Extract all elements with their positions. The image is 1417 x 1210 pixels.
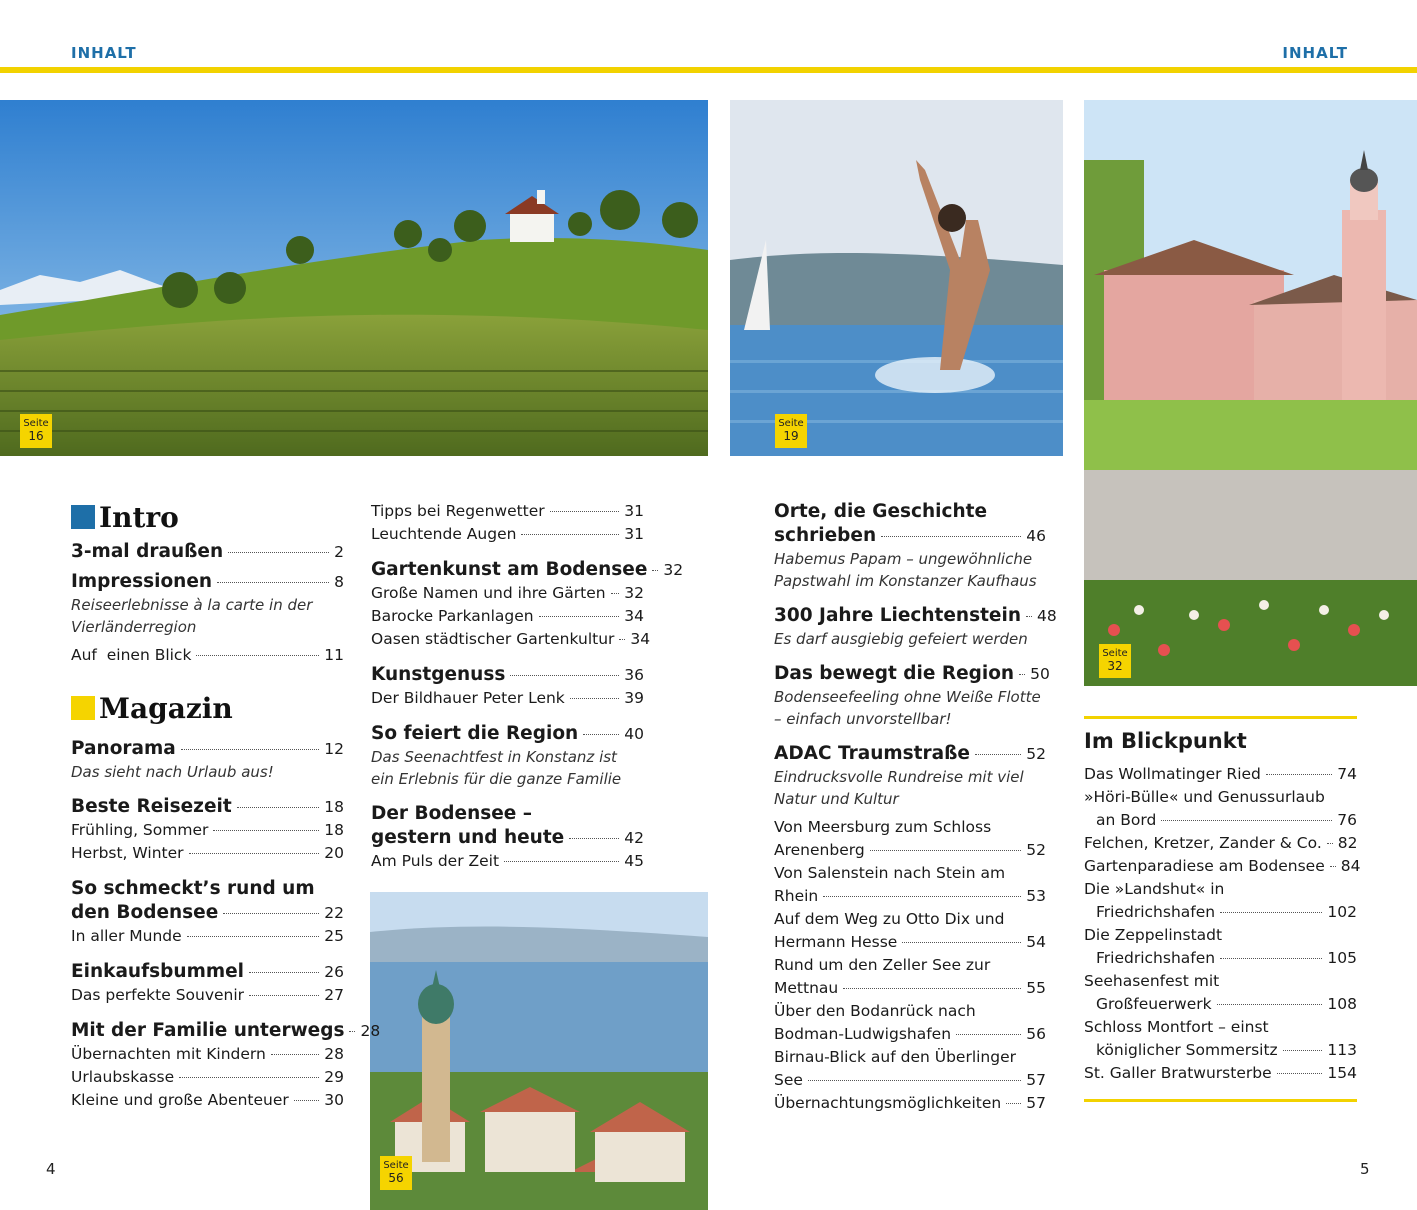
blickpunkt-line[interactable]: Die Zeppelinstadt <box>1084 926 1223 944</box>
toc-entry[interactable]: Oasen städtischer Gartenkultur 34 <box>371 630 651 648</box>
magazin-square-icon <box>71 696 95 720</box>
toc-entry[interactable]: Arenenberg 52 <box>774 841 1046 859</box>
page-badge <box>20 414 52 448</box>
badge-label: Seite <box>1102 648 1128 659</box>
toc-entry[interactable]: Leuchtende Augen 31 <box>371 525 644 543</box>
toc-entry-subtitle: Das Seenachtfest in Konstanz ist ein Erlebnis für die ganze Familie <box>371 748 622 788</box>
toc-column-3 <box>774 500 1057 1115</box>
toc-entry[interactable]: gestern und heute 42 <box>371 827 644 848</box>
toc-entry[interactable]: Barocke Parkanlagen 34 <box>371 607 644 625</box>
toc-entry[interactable]: Friedrichshafen 105 <box>1096 949 1357 967</box>
toc-entry[interactable]: See 57 <box>774 1071 1046 1089</box>
toc-entry[interactable]: Einkaufsbummel 26 <box>71 961 344 982</box>
toc-entry[interactable]: Kunstgenuss 36 <box>371 664 644 685</box>
route-line[interactable]: Birnau-Blick auf den Überlinger <box>774 1048 1017 1066</box>
toc-entry-subtitle: Reiseerlebnisse à la carte in der Vierländerregion <box>71 596 313 636</box>
toc-entry[interactable]: Das perfekte Souvenir 27 <box>71 986 344 1004</box>
toc-entry-line[interactable]: Orte, die Geschichte <box>774 501 988 522</box>
badge-page: 56 <box>388 1171 404 1185</box>
blickpunkt-line[interactable]: Schloss Montfort – einst <box>1084 1018 1269 1036</box>
toc-entry[interactable]: 3-mal draußen 2 <box>71 541 344 562</box>
toc-entry[interactable]: Friedrichshafen 102 <box>1096 903 1357 921</box>
section-intro-heading <box>71 500 344 534</box>
blickpunkt-bottom-rule <box>1084 1099 1357 1102</box>
photo-palace <box>1084 100 1417 686</box>
blickpunkt-box <box>1084 716 1361 1102</box>
page-badge <box>775 414 807 448</box>
page-badge <box>380 1156 412 1190</box>
badge-page: 16 <box>28 429 44 443</box>
badge-page: 32 <box>1107 659 1123 673</box>
toc-entry[interactable]: 300 Jahre Liechtenstein 48 <box>774 605 1057 626</box>
toc-entry[interactable]: Das bewegt die Region 50 <box>774 663 1050 684</box>
toc-entry-line[interactable]: Der Bodensee – <box>371 803 533 824</box>
toc-entry[interactable]: Hermann Hesse 54 <box>774 933 1046 951</box>
toc-entry[interactable]: schrieben 46 <box>774 525 1046 546</box>
toc-entry[interactable]: ADAC Traumstraße 52 <box>774 743 1046 764</box>
route-line[interactable]: Über den Bodanrück nach <box>774 1002 976 1020</box>
toc-entry[interactable]: Übernachten mit Kindern 28 <box>71 1045 344 1063</box>
toc-column-1 <box>71 500 381 1112</box>
toc-entry[interactable]: Große Namen und ihre Gärten 32 <box>371 584 644 602</box>
page-badge <box>1099 644 1131 678</box>
header-right: INHALT <box>1282 44 1348 62</box>
route-line[interactable]: Rund um den Zeller See zur <box>774 956 991 974</box>
toc-entry[interactable]: Großfeuerwerk 108 <box>1096 995 1357 1013</box>
toc-entry-subtitle: Es darf ausgiebig gefeiert werden <box>774 630 1028 648</box>
route-line[interactable]: Auf dem Weg zu Otto Dix und <box>774 910 1005 928</box>
toc-entry[interactable]: Gartenkunst am Bodensee 32 <box>371 559 684 580</box>
toc-entry[interactable]: an Bord 76 <box>1096 811 1357 829</box>
toc-entry[interactable]: Rhein 53 <box>774 887 1046 905</box>
badge-page: 19 <box>783 429 799 443</box>
toc-entry[interactable]: Impressionen 8 <box>71 571 344 592</box>
intro-square-icon <box>71 505 95 529</box>
blickpunkt-line[interactable]: Die »Landshut« in <box>1084 880 1225 898</box>
badge-label: Seite <box>383 1160 409 1171</box>
vineyard-illustration <box>0 100 708 456</box>
toc-entry-subtitle: Bodenseefeeling ohne Weiße Flotte – einfach unvorstellbar! <box>774 688 1041 728</box>
toc-entry[interactable]: Der Bildhauer Peter Lenk 39 <box>371 689 644 707</box>
town-illustration <box>370 892 708 1210</box>
toc-entry[interactable]: Am Puls der Zeit 45 <box>371 852 644 870</box>
toc-entry-subtitle: Eindrucksvolle Rundreise mit viel Natur und Kultur <box>774 768 1024 808</box>
toc-entry[interactable]: Auf einen Blick 11 <box>71 646 344 664</box>
header-rule <box>0 67 1417 73</box>
toc-entry[interactable]: Übernachtungsmöglichkeiten 57 <box>774 1094 1046 1112</box>
badge-label: Seite <box>23 418 49 429</box>
palace-illustration <box>1084 100 1417 686</box>
blickpunkt-line[interactable]: »Höri-Bülle« und Genussurlaub <box>1084 788 1325 806</box>
photo-swimmer <box>730 100 1063 456</box>
blickpunkt-line[interactable]: Seehasenfest mit <box>1084 972 1220 990</box>
toc-entry[interactable]: St. Galler Bratwursterbe 154 <box>1084 1064 1357 1082</box>
toc-entry-subtitle: Das sieht nach Urlaub aus! <box>71 763 274 781</box>
photo-vineyard <box>0 100 708 456</box>
toc-entry[interactable]: In aller Munde 25 <box>71 927 344 945</box>
toc-entry[interactable]: Panorama 12 <box>71 738 344 759</box>
toc-entry[interactable]: Urlaubskasse 29 <box>71 1068 344 1086</box>
toc-entry[interactable]: Gartenparadiese am Bodensee 84 <box>1084 857 1361 875</box>
toc-entry[interactable]: Herbst, Winter 20 <box>71 844 344 862</box>
section-title: Magazin <box>99 691 233 725</box>
toc-entry[interactable]: Tipps bei Regenwetter 31 <box>371 502 644 520</box>
blickpunkt-title: Im Blickpunkt <box>1084 729 1247 753</box>
toc-entry[interactable]: Mit der Familie unterwegs 28 <box>71 1020 381 1041</box>
section-magazin-heading <box>71 691 344 725</box>
toc-entry[interactable]: Das Wollmatinger Ried 74 <box>1084 765 1357 783</box>
toc-entry[interactable]: Mettnau 55 <box>774 979 1046 997</box>
toc-entry[interactable]: Felchen, Kretzer, Zander & Co. 82 <box>1084 834 1358 852</box>
toc-entry[interactable]: den Bodensee 22 <box>71 902 344 923</box>
toc-entry[interactable]: Bodman-Ludwigshafen 56 <box>774 1025 1046 1043</box>
toc-entry[interactable]: königlicher Sommersitz 113 <box>1096 1041 1357 1059</box>
page-number-right: 5 <box>1360 1160 1370 1178</box>
toc-entry[interactable]: Kleine und große Abenteuer 30 <box>71 1091 344 1109</box>
section-title: Intro <box>99 500 179 534</box>
toc-entry-subtitle: Habemus Papam – ungewöhnliche Papstwahl im Konstanzer Kaufhaus <box>774 550 1037 590</box>
page-number-left: 4 <box>46 1160 56 1178</box>
photo-town <box>370 892 708 1210</box>
toc-entry-line[interactable]: So schmeckt’s rund um <box>71 878 315 899</box>
toc-entry[interactable]: Beste Reisezeit 18 <box>71 796 344 817</box>
toc-column-2 <box>371 500 684 873</box>
badge-label: Seite <box>778 418 804 429</box>
toc-entry[interactable]: Frühling, Sommer 18 <box>71 821 344 839</box>
header-left: INHALT <box>71 44 137 62</box>
route-line[interactable]: Von Salenstein nach Stein am <box>774 864 1006 882</box>
blickpunkt-top-rule <box>1084 716 1357 719</box>
toc-entry[interactable]: So feiert die Region 40 <box>371 723 644 744</box>
route-line[interactable]: Von Meersburg zum Schloss <box>774 818 992 836</box>
swimmer-illustration <box>730 100 1063 456</box>
